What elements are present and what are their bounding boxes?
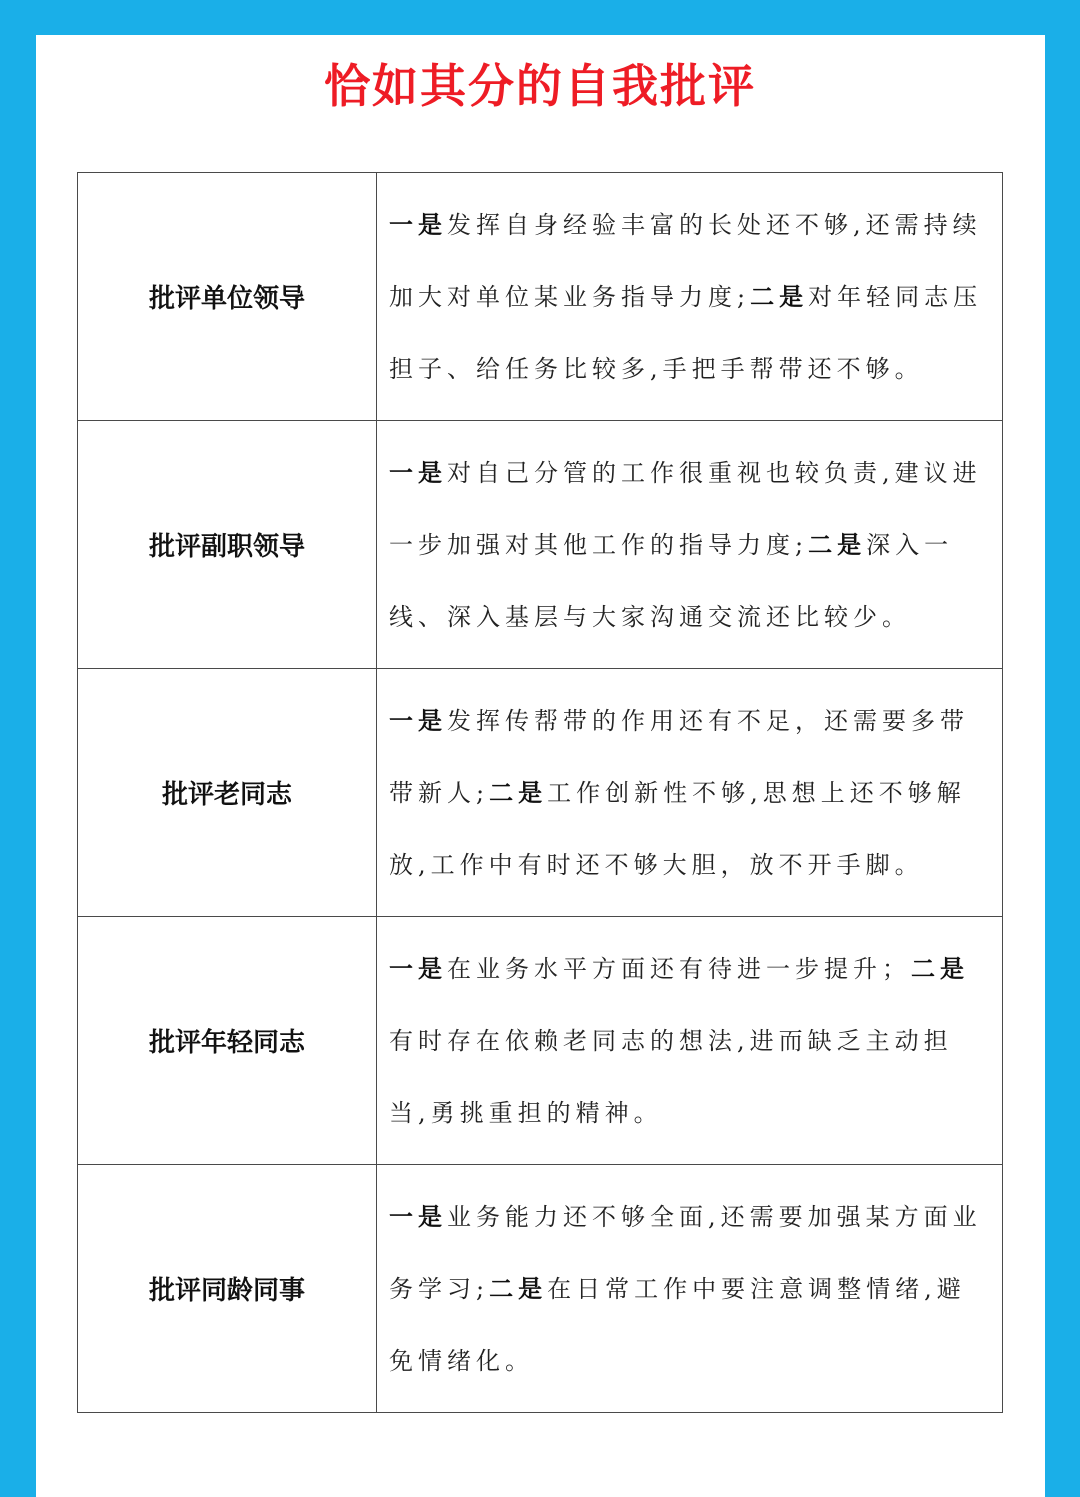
table-row — [78, 669, 1003, 917]
table-row — [78, 421, 1003, 669]
second-text: 有时存在依赖老同志的想法,进而缺乏主动担当,勇挑重担的精神。 — [389, 1026, 953, 1127]
row-label: 批评单位领导 — [78, 173, 377, 421]
row-label: 批评老同志 — [78, 669, 377, 917]
table-row — [78, 173, 1003, 421]
first-text: 发挥传帮带的作用还有不足，还需要多带带新人; — [389, 706, 969, 807]
second-marker: 二是 — [489, 778, 548, 807]
second-marker: 二是 — [750, 282, 809, 311]
table-row — [78, 917, 1003, 1165]
first-marker: 一是 — [389, 1202, 447, 1231]
first-marker: 一是 — [389, 210, 447, 239]
row-label: 批评副职领导 — [78, 421, 377, 669]
first-text: 对自己分管的工作很重视也较负责,建议进一步加强对其他工作的指导力度; — [389, 458, 982, 559]
second-marker: 二是 — [808, 530, 867, 559]
row-description — [377, 669, 1003, 917]
second-text: 工作创新性不够,思想上还不够解放,工作中有时还不够大胆，放不开手脚。 — [389, 778, 966, 879]
first-marker: 一是 — [389, 458, 447, 487]
row-description — [377, 173, 1003, 421]
row-label: 批评同龄同事 — [78, 1165, 377, 1413]
first-marker: 一是 — [389, 954, 447, 983]
second-text: 深入一线、深入基层与大家沟通交流还比较少。 — [389, 530, 954, 631]
row-description — [377, 917, 1003, 1165]
row-label: 批评年轻同志 — [78, 917, 377, 1165]
first-text: 业务能力还不够全面,还需要加强某方面业务学习; — [389, 1202, 982, 1303]
row-description — [377, 421, 1003, 669]
first-text: 发挥自身经验丰富的长处还不够,还需持续加大对单位某业务指导力度; — [389, 210, 982, 311]
first-marker: 一是 — [389, 706, 447, 735]
page-title: 恰如其分的自我批评 — [324, 59, 756, 113]
second-text: 对年轻同志压担子、给任务比较多,手把手帮带还不够。 — [389, 282, 983, 383]
second-marker: 二是 — [911, 954, 969, 983]
table-row — [78, 1165, 1003, 1413]
second-text: 在日常工作中要注意调整情绪,避免情绪化。 — [389, 1274, 966, 1375]
first-text: 在业务水平方面还有待进一步提升； — [447, 954, 911, 983]
row-description — [377, 1165, 1003, 1413]
second-marker: 二是 — [489, 1274, 548, 1303]
criticism-table — [77, 172, 1003, 1413]
